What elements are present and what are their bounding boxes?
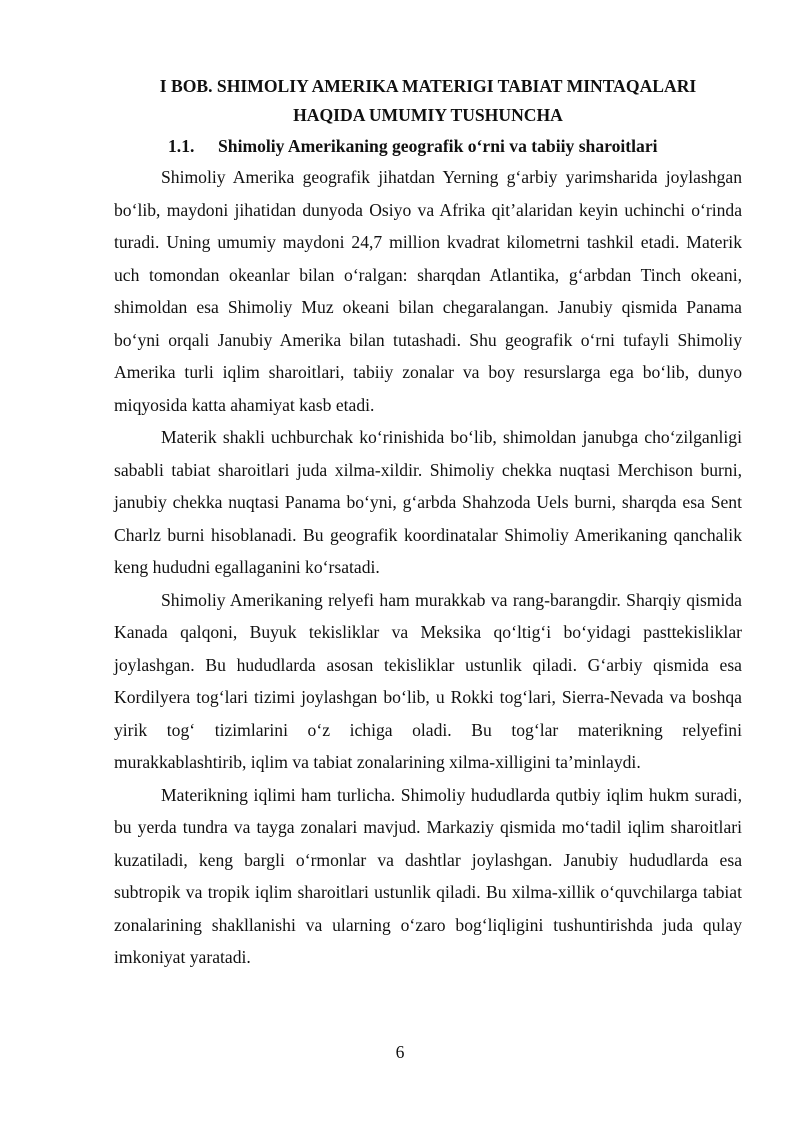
paragraph-1: Shimoliy Amerika geografik jihatdan Yerning g‘arbiy yarimsharida joylashgan bo‘lib, maydoni jihatidan dunyoda Osiyo va Afrika qit’alaridan keyin uchinchi o‘rinda turadi. Uning umumiy maydoni 24,7 million kvadrat kilometrni tashkil etadi. Materik uch tomondan okeanlar bilan o‘ralgan: sharqdan Atlantika, g‘arbdan Tinch okeani, shimoldan esa Shimoliy Muz okeani bilan chegaralangan. Janubiy qismida Panama bo‘yni orqali Janubiy Amerika bilan tutashadi. Shu geografik o‘rni tufayli Shimoliy Amerika turli iqlim sharoitlari, tabiiy zonalar va boy resurslarga ega bo‘lib, dunyo miqyosida katta ahamiyat kasb etadi. bbox=[114, 167, 742, 415]
paragraph-2: Materik shakli uchburchak ko‘rinishida bo‘lib, shimoldan janubga cho‘zilganligi sababli tabiat sharoitlari juda xilma-xildir. Shimoliy chekka nuqtasi Merchison burni, janubiy chekka nuqtasi Panama bo‘yni, g‘arbda Shahzoda Uels burni, sharqda esa Sent Charlz burni hisoblanadi. Bu geografik koordinatalar Shimoliy Amerikaning qanchalik keng hududni egallaganini ko‘rsatadi. bbox=[114, 427, 742, 577]
chapter-title bbox=[114, 72, 742, 130]
section-number: 1.1. bbox=[168, 136, 195, 156]
chapter-title-line-2: HAQIDA UMUMIY TUSHUNCHA bbox=[293, 105, 563, 125]
paragraph-3: Shimoliy Amerikaning relyefi ham murakkab va rang-barangdir. Sharqiy qismida Kanada qalqoni, Buyuk tekisliklar va Meksika qo‘ltig‘i bo‘yidagi pasttekisliklar joylashgan. Bu hududlarda asosan tekisliklar ustunlik qiladi. G‘arbiy qismida esa Kordilyera tog‘lari tizimi joylashgan bo‘lib, u Rokki tog‘lari, Sierra-Nevada va boshqa yirik tog‘ tizimlarini o‘z ichiga oladi. Bu tog‘lar materikning relyefini murakkablashtirib, iqlim va tabiat zonalarining xilma-xilligini ta’minlaydi. bbox=[114, 589, 742, 772]
page-number: 6 bbox=[395, 1042, 405, 1062]
paragraph-4: Materikning iqlimi ham turlicha. Shimoliy hududlarda qutbiy iqlim hukm suradi, bu yerda tundra va tayga zonalari mavjud. Markaziy qismida mo‘tadil iqlim sharoitlari kuzatiladi, keng bargli o‘rmonlar va dashtlar joylashgan. Janubiy hududlarda esa subtropik va tropik iqlim sharoitlari ustunlik qiladi. Bu xilma-xillik o‘quvchilarga tabiat zonalarining shakllanishi va ularning o‘zaro bog‘liqligini tushuntirishda juda qulay imkoniyat yaratadi. bbox=[114, 784, 742, 967]
document-page bbox=[114, 72, 742, 974]
chapter-title-line-1: I BOB. SHIMOLIY AMERIKA MATERIGI TABIAT MINTAQALARI bbox=[159, 76, 697, 96]
section-title: Shimoliy Amerikaning geografik o‘rni va tabiiy sharoitlari bbox=[218, 136, 658, 156]
section-heading bbox=[114, 132, 742, 161]
